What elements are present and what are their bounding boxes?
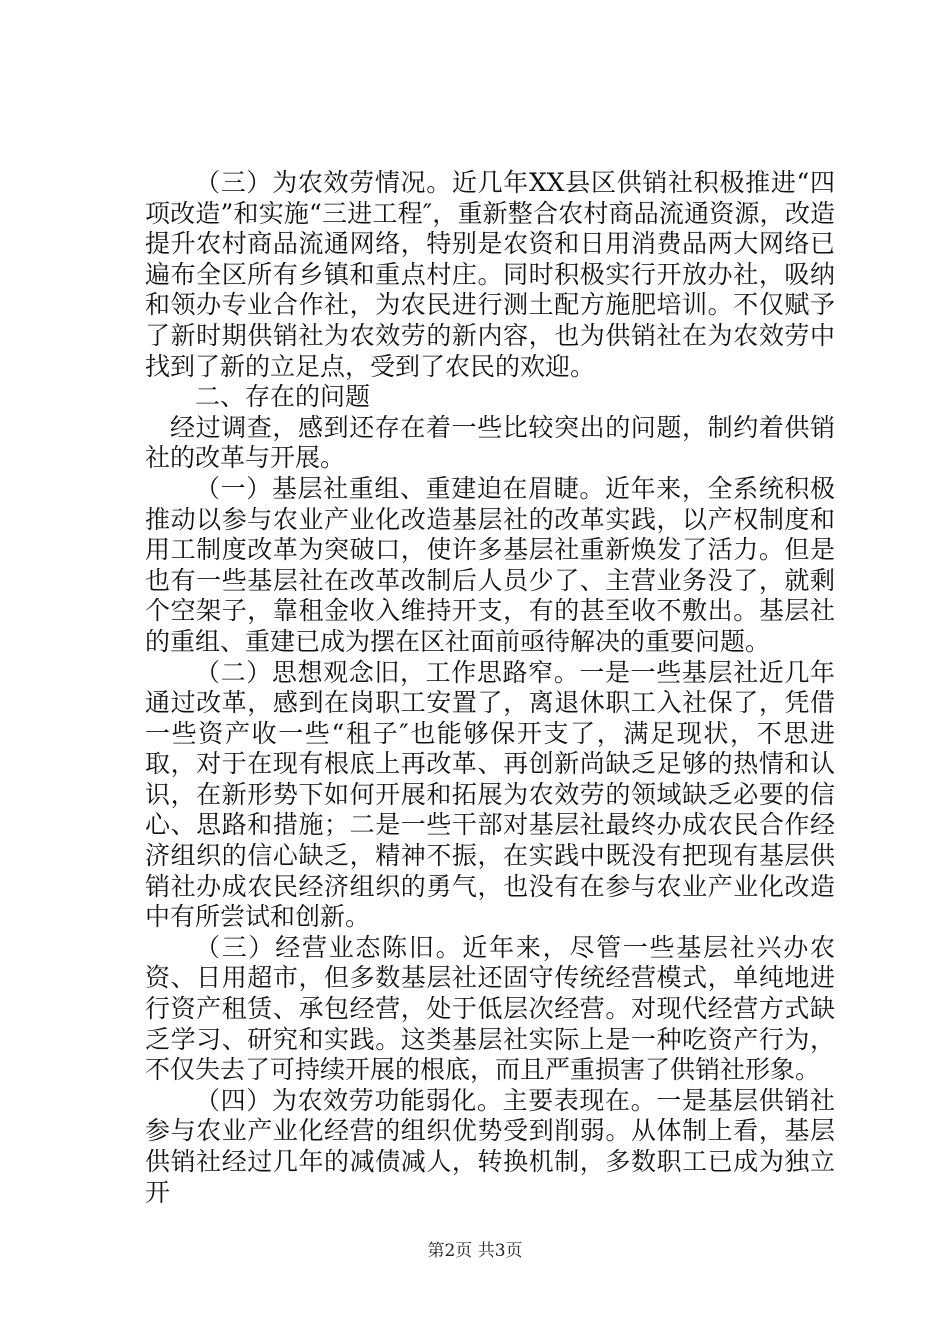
page-number-footer: 第2页 共3页	[427, 1241, 523, 1261]
paragraph-service-situation: （三）为农效劳情况。近几年XX县区供销社积极推进“四项改造”和实施“三进工程″，重新整合农村商品流通资源，改造提升农村商品流通网络，特别是农资和日用消费品两大网络已遍布全区所有乡镇和重点村庄。同时积极实行开放办社，吸纳和领办专业合作社，为农民进行测土配方施肥培训。不仅赋予了新时期供销社为农效劳的新内容，也为供销社在为农效劳中找到了新的立足点，受到了农民的欢迎。	[145, 168, 835, 381]
section-heading-problems: 二、存在的问题	[195, 382, 371, 412]
paragraph-problem-4: （四）为农效劳功能弱化。主要表现在。一是基层供销社参与农业产业化经营的组织优势受到削弱。从体制上看，基层供销社经过几年的减债减人，转换机制，多数职工已成为独立开	[145, 1085, 835, 1207]
paragraph-survey-intro: 经过调查，感到还存在着一些比较突出的问题，制约着供销社的改革与开展。	[145, 412, 835, 473]
paragraph-problem-1: （一）基层社重组、重建迫在眉睫。近年来，全系统积极推动以参与农业产业化改造基层社的改革实践，以产权制度和用工制度改革为突破口，使许多基层社重新焕发了活力。但是也有一些基层社在改革改制后人员少了、主营业务没了，就剩个空架子，靠租金收入维持开支，有的甚至收不敷出。基层社的重组、重建已成为摆在区社面前亟待解决的重要问题。	[145, 473, 835, 656]
paragraph-problem-2: （二）思想观念旧，工作思路窄。一是一些基层社近几年通过改革，感到在岗职工安置了，离退休职工入社保了，凭借一些资产收一些“租子″也能够保开支了，满足现状，不思进取，对于在现有根底上再改革、再创新尚缺乏足够的热情和认识，在新形势下如何开展和拓展为农效劳的领域缺乏必要的信心、思路和措施；二是一些干部对基层社最终办成农民合作经济组织的信心缺乏，精神不振，在实践中既没有把现有基层供销社办成农民经济组织的勇气，也没有在参与农业产业化改造中有所尝试和创新。	[145, 657, 835, 932]
paragraph-problem-3: （三）经营业态陈旧。近年来，尽管一些基层社兴办农资、日用超市，但多数基层社还固守传统经营模式，单纯地进行资产租赁、承包经营，处于低层次经营。对现代经营方式缺乏学习、研究和实践。这类基层社实际上是一种吃资产行为，不仅失去了可持续开展的根底，而且严重损害了供销社形象。	[145, 932, 835, 1085]
document-body	[145, 168, 835, 1208]
